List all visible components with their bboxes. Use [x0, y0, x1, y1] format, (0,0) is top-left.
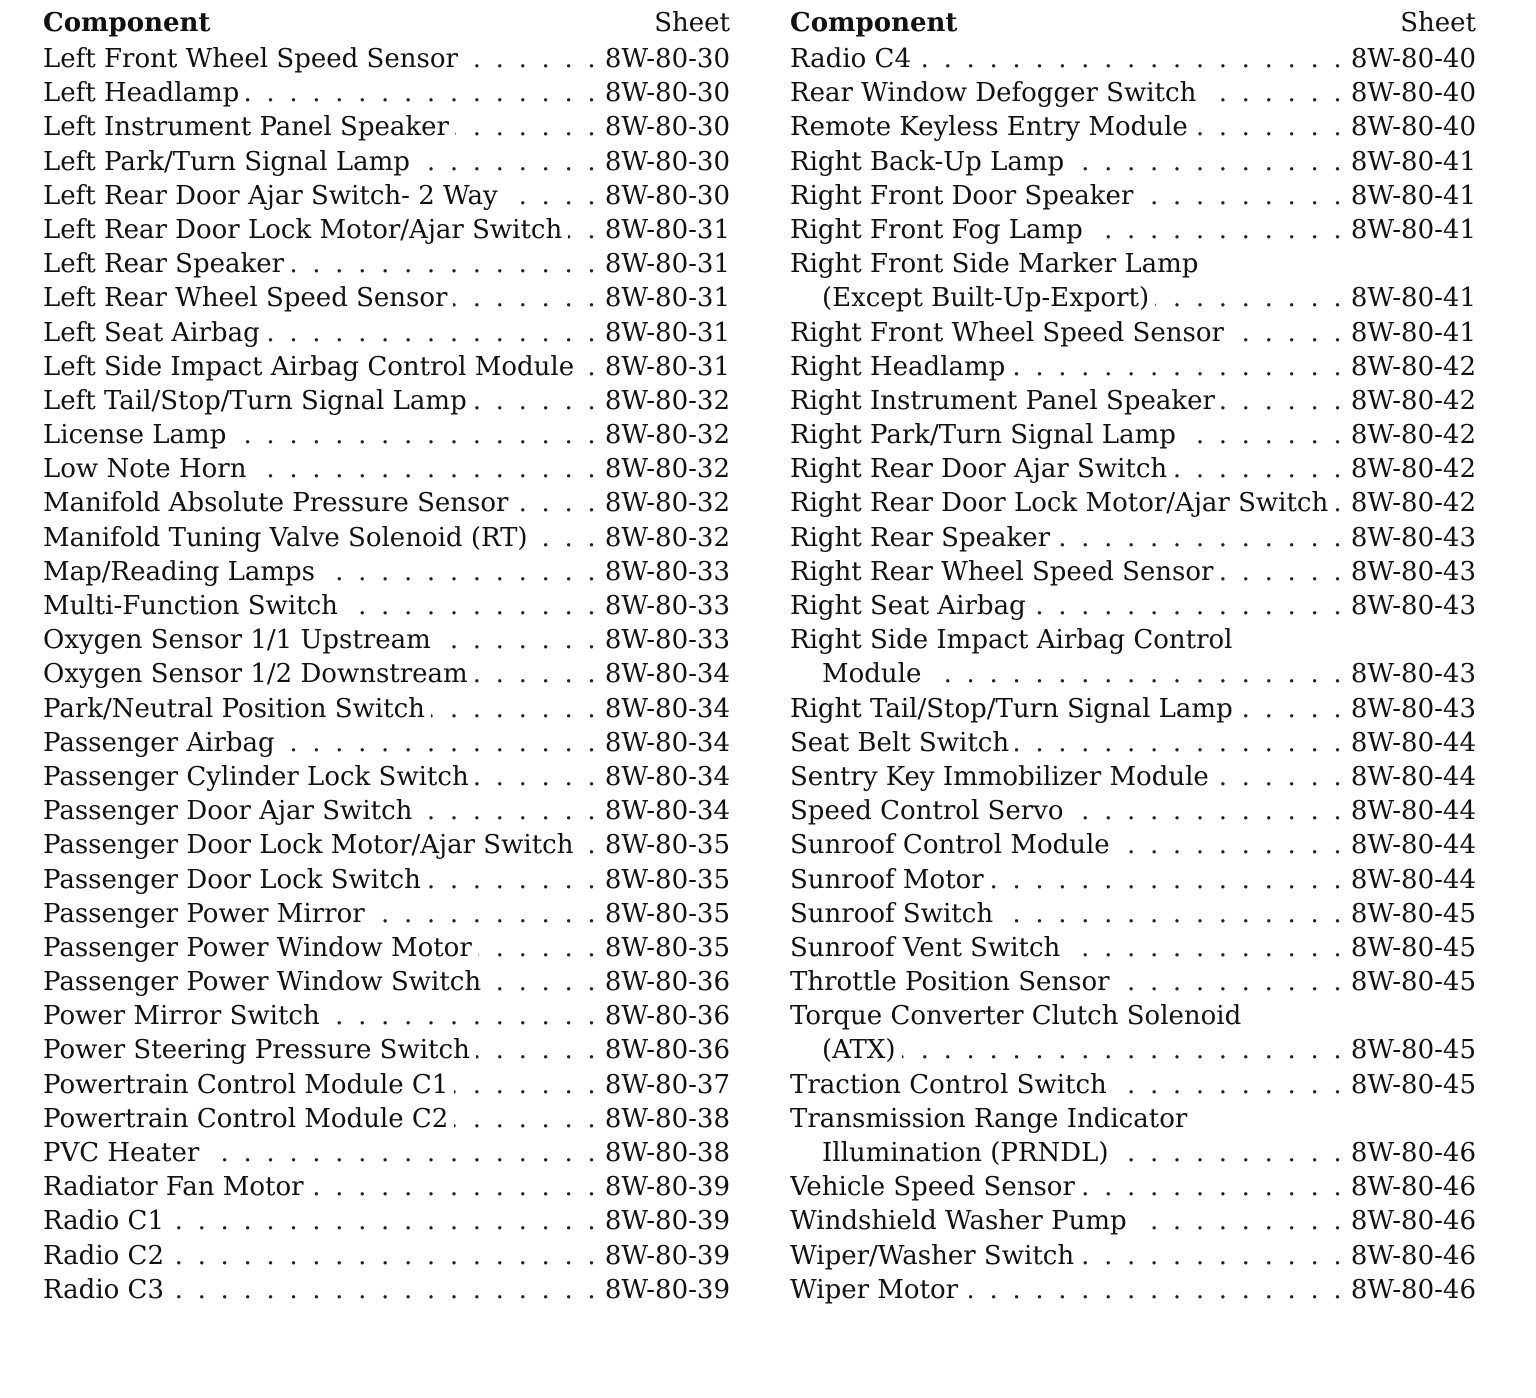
component-name: Left Rear Door Ajar Switch- 2 Way — [43, 180, 498, 211]
component-name: Oxygen Sensor 1/1 Upstream — [43, 625, 431, 656]
list-item — [790, 794, 1476, 828]
sheet-number: 8W-80-32 — [604, 454, 730, 485]
dot-leader — [473, 384, 599, 418]
component-name: Passenger Cylinder Lock Switch — [43, 761, 469, 792]
component-name: Powertrain Control Module C2 — [43, 1103, 449, 1134]
component-name: Left Rear Wheel Speed Sensor — [43, 283, 448, 314]
component-name-continued: (ATX) — [822, 1035, 896, 1066]
sheet-number: 8W-80-46 — [1350, 1240, 1476, 1271]
dot-leader — [478, 931, 599, 965]
component-name: Radiator Fan Motor — [43, 1172, 304, 1203]
sheet-number: 8W-80-34 — [604, 796, 730, 827]
list-item — [790, 1204, 1476, 1238]
component-name: Vehicle Speed Sensor — [790, 1172, 1075, 1203]
sheet-number: 8W-80-31 — [604, 214, 730, 245]
list-item — [790, 521, 1476, 555]
dot-leader — [232, 418, 599, 452]
dot-leader — [431, 692, 599, 726]
list-item — [43, 110, 730, 144]
component-name: Passenger Door Lock Motor/Ajar Switch — [43, 830, 574, 861]
component-name: Left Rear Door Lock Motor/Ajar Switch — [43, 214, 563, 245]
sheet-number: 8W-80-41 — [1350, 146, 1476, 177]
component-name: Passenger Door Ajar Switch — [43, 796, 413, 827]
list-item — [43, 281, 730, 315]
component-name: Left Tail/Stop/Turn Signal Lamp — [43, 385, 467, 416]
dot-leader — [999, 897, 1345, 931]
dot-leader — [454, 1102, 599, 1136]
dot-leader — [580, 350, 599, 384]
list-item — [43, 213, 730, 247]
sheet-number: 8W-80-35 — [604, 898, 730, 929]
component-name: Park/Neutral Position Switch — [43, 693, 425, 724]
left-column-header — [43, 8, 730, 42]
component-name: Right Side Impact Airbag Control — [790, 625, 1233, 656]
component-name: Passenger Power Window Switch — [43, 967, 482, 998]
sheet-number: 8W-80-38 — [604, 1103, 730, 1134]
component-header: Component — [43, 8, 211, 38]
list-item — [790, 828, 1476, 862]
list-item — [790, 213, 1476, 247]
list-item — [790, 1102, 1476, 1136]
sheet-number: 8W-80-42 — [1350, 385, 1476, 416]
list-item — [43, 863, 730, 897]
dot-leader — [326, 999, 599, 1033]
dot-leader — [310, 1170, 599, 1204]
component-name: Map/Reading Lamps — [43, 556, 316, 587]
list-item — [43, 931, 730, 965]
sheet-number: 8W-80-42 — [1350, 454, 1476, 485]
sheet-number: 8W-80-44 — [1350, 796, 1476, 827]
dot-leader — [487, 965, 599, 999]
list-item — [43, 1068, 730, 1102]
list-item — [43, 555, 730, 589]
list-item — [43, 897, 730, 931]
list-item — [43, 179, 730, 213]
sheet-number: 8W-80-31 — [604, 317, 730, 348]
dot-leader — [454, 1068, 599, 1102]
sheet-number: 8W-80-45 — [1350, 898, 1476, 929]
list-item — [43, 794, 730, 828]
sheet-number: 8W-80-45 — [1350, 1069, 1476, 1100]
list-item — [790, 692, 1476, 726]
list-item — [790, 179, 1476, 213]
component-name: Sunroof Switch — [790, 898, 994, 929]
sheet-number: 8W-80-46 — [1350, 1172, 1476, 1203]
component-name: Left Instrument Panel Speaker — [43, 112, 449, 143]
sheet-number: 8W-80-43 — [1350, 659, 1476, 690]
list-item — [790, 110, 1476, 144]
component-name: Right Front Fog Lamp — [790, 214, 1083, 245]
list-item — [790, 1136, 1476, 1170]
component-name: Passenger Power Mirror — [43, 898, 365, 929]
sheet-number: 8W-80-42 — [1350, 488, 1476, 519]
sheet-number: 8W-80-32 — [604, 522, 730, 553]
sheet-number: 8W-80-34 — [604, 693, 730, 724]
dot-leader — [990, 863, 1345, 897]
right-column-header — [790, 8, 1476, 42]
sheet-number: 8W-80-30 — [604, 146, 730, 177]
list-item — [43, 1102, 730, 1136]
dot-leader — [245, 76, 599, 110]
sheet-header: Sheet — [654, 8, 730, 38]
sheet-number: 8W-80-30 — [604, 112, 730, 143]
dot-leader — [427, 863, 599, 897]
list-item — [43, 350, 730, 384]
list-item — [790, 1170, 1476, 1204]
sheet-number: 8W-80-39 — [604, 1240, 730, 1271]
sheet-number: 8W-80-43 — [1350, 693, 1476, 724]
list-item — [43, 1239, 730, 1273]
component-header: Component — [790, 8, 958, 38]
list-item — [790, 316, 1476, 350]
component-name: Traction Control Switch — [790, 1069, 1107, 1100]
sheet-number: 8W-80-40 — [1350, 112, 1476, 143]
sheet-number: 8W-80-30 — [604, 44, 730, 74]
component-name: Right Rear Door Ajar Switch — [790, 454, 1168, 485]
sheet-header: Sheet — [1400, 8, 1476, 38]
list-item — [790, 1239, 1476, 1273]
sheet-number: 8W-80-30 — [604, 180, 730, 211]
list-item — [43, 999, 730, 1033]
list-item — [43, 760, 730, 794]
sheet-number: 8W-80-38 — [604, 1138, 730, 1168]
list-item — [43, 1273, 730, 1307]
right-column — [790, 8, 1476, 1307]
sheet-number: 8W-80-32 — [604, 420, 730, 451]
sheet-number: 8W-80-43 — [1350, 556, 1476, 587]
sheet-number: 8W-80-30 — [604, 78, 730, 109]
list-item — [790, 965, 1476, 999]
component-name: Transmission Range Indicator — [790, 1103, 1188, 1134]
sheet-number: 8W-80-41 — [1350, 180, 1476, 211]
component-name-continued: (Except Built-Up-Export) — [822, 283, 1150, 314]
component-name: Rear Window Defogger Switch — [790, 78, 1197, 109]
dot-leader — [344, 589, 599, 623]
component-name: Wiper Motor — [790, 1274, 959, 1305]
component-name: Sentry Key Immobilizer Module — [790, 761, 1209, 792]
list-item — [43, 1136, 730, 1170]
dot-leader — [1215, 760, 1345, 794]
sheet-number: 8W-80-42 — [1350, 420, 1476, 451]
dot-leader — [1133, 1204, 1345, 1238]
component-name: PVC Heater — [43, 1138, 200, 1168]
component-name: Right Instrument Panel Speaker — [790, 385, 1215, 416]
dot-leader — [1115, 1136, 1345, 1170]
sheet-number: 8W-80-43 — [1350, 591, 1476, 621]
component-name: Left Seat Airbag — [43, 317, 260, 348]
dot-leader — [1239, 692, 1345, 726]
list-item — [790, 657, 1476, 691]
sheet-number: 8W-80-35 — [604, 932, 730, 963]
component-name: Left Park/Turn Signal Lamp — [43, 146, 410, 177]
dot-leader — [475, 760, 599, 794]
left-column — [43, 8, 730, 1307]
component-name: Sunroof Control Module — [790, 830, 1110, 861]
list-item — [790, 999, 1476, 1033]
dot-leader — [1089, 213, 1345, 247]
dot-leader — [1139, 179, 1345, 213]
dot-leader — [1011, 350, 1345, 384]
list-item — [790, 760, 1476, 794]
list-item — [43, 418, 730, 452]
list-item — [790, 897, 1476, 931]
list-item — [43, 1033, 730, 1067]
list-item — [790, 863, 1476, 897]
sheet-number: 8W-80-45 — [1350, 967, 1476, 998]
left-component-list — [43, 42, 730, 1307]
component-name: Radio C3 — [43, 1274, 164, 1305]
sheet-number: 8W-80-46 — [1350, 1138, 1476, 1168]
sheet-number: 8W-80-33 — [604, 625, 730, 656]
sheet-number: 8W-80-44 — [1350, 830, 1476, 861]
component-name: Power Mirror Switch — [43, 1001, 320, 1032]
list-item — [43, 76, 730, 110]
list-item — [43, 965, 730, 999]
list-item — [43, 828, 730, 862]
dot-leader — [504, 179, 599, 213]
dot-leader — [464, 42, 599, 76]
sheet-number: 8W-80-31 — [604, 283, 730, 314]
sheet-number: 8W-80-39 — [604, 1206, 730, 1237]
dot-leader — [418, 794, 598, 828]
dot-leader — [1230, 316, 1345, 350]
component-name: Right Seat Airbag — [790, 591, 1026, 621]
list-item — [790, 350, 1476, 384]
dot-leader — [1056, 521, 1345, 555]
dot-leader — [1219, 555, 1344, 589]
list-item — [790, 42, 1476, 76]
sheet-number: 8W-80-35 — [604, 830, 730, 861]
component-name: Right Front Wheel Speed Sensor — [790, 317, 1224, 348]
dot-leader — [1080, 1239, 1345, 1273]
list-item — [790, 726, 1476, 760]
dot-leader — [1116, 965, 1345, 999]
list-item — [43, 726, 730, 760]
sheet-number: 8W-80-36 — [604, 1001, 730, 1032]
sheet-number: 8W-80-44 — [1350, 727, 1476, 758]
dot-leader — [455, 110, 599, 144]
sheet-number: 8W-80-37 — [604, 1069, 730, 1100]
dot-leader — [514, 486, 598, 520]
dot-leader — [917, 42, 1345, 76]
dot-leader — [1070, 145, 1345, 179]
dot-leader — [205, 1136, 599, 1170]
dot-leader — [321, 555, 599, 589]
component-name: Radio C1 — [43, 1206, 164, 1237]
sheet-number: 8W-80-32 — [604, 488, 730, 519]
list-item — [43, 486, 730, 520]
component-name: Manifold Tuning Valve Solenoid (RT) — [43, 522, 528, 553]
component-name: Left Side Impact Airbag Control Module — [43, 351, 575, 382]
component-name: Passenger Power Window Motor — [43, 932, 472, 963]
list-item — [790, 1068, 1476, 1102]
sheet-number: 8W-80-31 — [604, 249, 730, 280]
component-name: Left Headlamp — [43, 78, 240, 109]
dot-leader — [579, 828, 598, 862]
sheet-number: 8W-80-43 — [1350, 522, 1476, 553]
dot-leader — [371, 897, 599, 931]
component-name: Right Rear Door Lock Motor/Ajar Switch — [790, 488, 1329, 519]
dot-leader — [1116, 828, 1345, 862]
sheet-number: 8W-80-45 — [1350, 932, 1476, 963]
list-item — [790, 281, 1476, 315]
component-name: Right Rear Speaker — [790, 522, 1051, 553]
list-item — [43, 692, 730, 726]
sheet-number: 8W-80-41 — [1350, 214, 1476, 245]
dot-leader — [1173, 452, 1345, 486]
list-item — [790, 1273, 1476, 1307]
sheet-number: 8W-80-36 — [604, 967, 730, 998]
dot-leader — [568, 213, 599, 247]
dot-leader — [1070, 794, 1345, 828]
list-item — [790, 452, 1476, 486]
dot-leader — [474, 657, 599, 691]
dot-leader — [281, 726, 599, 760]
sheet-number: 8W-80-33 — [604, 556, 730, 587]
list-item — [790, 247, 1476, 281]
list-item — [43, 623, 730, 657]
component-name: Power Steering Pressure Switch — [43, 1035, 470, 1066]
dot-leader — [1015, 726, 1345, 760]
list-item — [790, 589, 1476, 623]
component-name: Right Front Side Marker Lamp — [790, 249, 1199, 280]
list-item — [790, 555, 1476, 589]
list-item — [43, 316, 730, 350]
component-name: Speed Control Servo — [790, 796, 1064, 827]
component-name: Wiper/Washer Switch — [790, 1240, 1075, 1271]
dot-leader — [1221, 384, 1345, 418]
list-item — [790, 486, 1476, 520]
component-name: Right Tail/Stop/Turn Signal Lamp — [790, 693, 1233, 724]
list-item — [43, 145, 730, 179]
sheet-number: 8W-80-35 — [604, 864, 730, 895]
sheet-number: 8W-80-41 — [1350, 283, 1476, 314]
list-item — [790, 145, 1476, 179]
list-item — [43, 589, 730, 623]
component-name: Left Front Wheel Speed Sensor — [43, 44, 458, 74]
dot-leader — [437, 623, 599, 657]
sheet-number: 8W-80-34 — [604, 659, 730, 690]
sheet-number: 8W-80-45 — [1350, 1035, 1476, 1066]
list-item — [43, 1204, 730, 1238]
list-item — [43, 384, 730, 418]
dot-leader — [927, 657, 1345, 691]
component-name: Low Note Horn — [43, 454, 247, 485]
component-name: Left Rear Speaker — [43, 249, 285, 280]
dot-leader — [902, 1033, 1345, 1067]
component-name: Right Front Door Speaker — [790, 180, 1134, 211]
list-item — [43, 42, 730, 76]
component-name: Manifold Absolute Pressure Sensor — [43, 488, 509, 519]
sheet-number: 8W-80-40 — [1350, 78, 1476, 109]
component-name: Right Park/Turn Signal Lamp — [790, 420, 1176, 451]
sheet-number: 8W-80-36 — [604, 1035, 730, 1066]
sheet-number: 8W-80-44 — [1350, 761, 1476, 792]
component-name: Seat Belt Switch — [790, 727, 1010, 758]
dot-leader — [416, 145, 599, 179]
dot-leader — [1334, 486, 1345, 520]
sheet-number: 8W-80-46 — [1350, 1274, 1476, 1305]
sheet-number: 8W-80-31 — [604, 351, 730, 382]
sheet-number: 8W-80-46 — [1350, 1206, 1476, 1237]
dot-leader — [1202, 76, 1345, 110]
list-item — [790, 384, 1476, 418]
dot-leader — [964, 1273, 1345, 1307]
list-item — [43, 452, 730, 486]
component-name-continued: Illumination (PRNDL) — [822, 1138, 1109, 1168]
component-name: Right Rear Wheel Speed Sensor — [790, 556, 1214, 587]
component-name: Passenger Door Lock Switch — [43, 864, 421, 895]
dot-leader — [1155, 281, 1345, 315]
component-name: License Lamp — [43, 420, 227, 451]
component-name: Oxygen Sensor 1/2 Downstream — [43, 659, 468, 690]
sheet-number: 8W-80-33 — [604, 591, 730, 621]
sheet-number: 8W-80-40 — [1350, 44, 1476, 74]
component-name: Radio C4 — [790, 44, 911, 74]
sheet-number: 8W-80-34 — [604, 761, 730, 792]
component-name: Throttle Position Sensor — [790, 967, 1110, 998]
sheet-number: 8W-80-34 — [604, 727, 730, 758]
sheet-number: 8W-80-39 — [604, 1274, 730, 1305]
sheet-number: 8W-80-39 — [604, 1172, 730, 1203]
component-name: Windshield Washer Pump — [790, 1206, 1127, 1237]
component-name: Multi-Function Switch — [43, 591, 338, 621]
dot-leader — [1194, 110, 1345, 144]
dot-leader — [1113, 1068, 1345, 1102]
component-name: Right Back-Up Lamp — [790, 146, 1065, 177]
sheet-number: 8W-80-41 — [1350, 317, 1476, 348]
component-name: Sunroof Vent Switch — [790, 932, 1061, 963]
list-item — [790, 623, 1476, 657]
dot-leader — [170, 1239, 599, 1273]
component-name: Passenger Airbag — [43, 727, 275, 758]
component-name: Powertrain Control Module C1 — [43, 1069, 449, 1100]
component-name: Radio C2 — [43, 1240, 164, 1271]
dot-leader — [266, 316, 599, 350]
list-item — [43, 657, 730, 691]
dot-leader — [1081, 1170, 1345, 1204]
dot-leader — [1066, 931, 1345, 965]
component-name: Remote Keyless Entry Module — [790, 112, 1188, 143]
component-name: Torque Converter Clutch Solenoid — [790, 1001, 1242, 1032]
list-item — [43, 1170, 730, 1204]
list-item — [43, 247, 730, 281]
component-name-continued: Module — [822, 659, 922, 690]
dot-leader — [290, 247, 599, 281]
dot-leader — [170, 1204, 599, 1238]
sheet-number: 8W-80-44 — [1350, 864, 1476, 895]
dot-leader — [170, 1273, 599, 1307]
sheet-number: 8W-80-42 — [1350, 351, 1476, 382]
dot-leader — [252, 452, 598, 486]
dot-leader — [453, 281, 598, 315]
list-item — [43, 521, 730, 555]
list-item — [790, 418, 1476, 452]
right-component-list — [790, 42, 1476, 1307]
sheet-number: 8W-80-32 — [604, 385, 730, 416]
dot-leader — [476, 1033, 599, 1067]
list-item — [790, 1033, 1476, 1067]
dot-leader — [534, 521, 599, 555]
dot-leader — [1182, 418, 1345, 452]
list-item — [790, 76, 1476, 110]
component-name: Sunroof Motor — [790, 864, 984, 895]
dot-leader — [1032, 589, 1345, 623]
component-name: Right Headlamp — [790, 351, 1006, 382]
list-item — [790, 931, 1476, 965]
